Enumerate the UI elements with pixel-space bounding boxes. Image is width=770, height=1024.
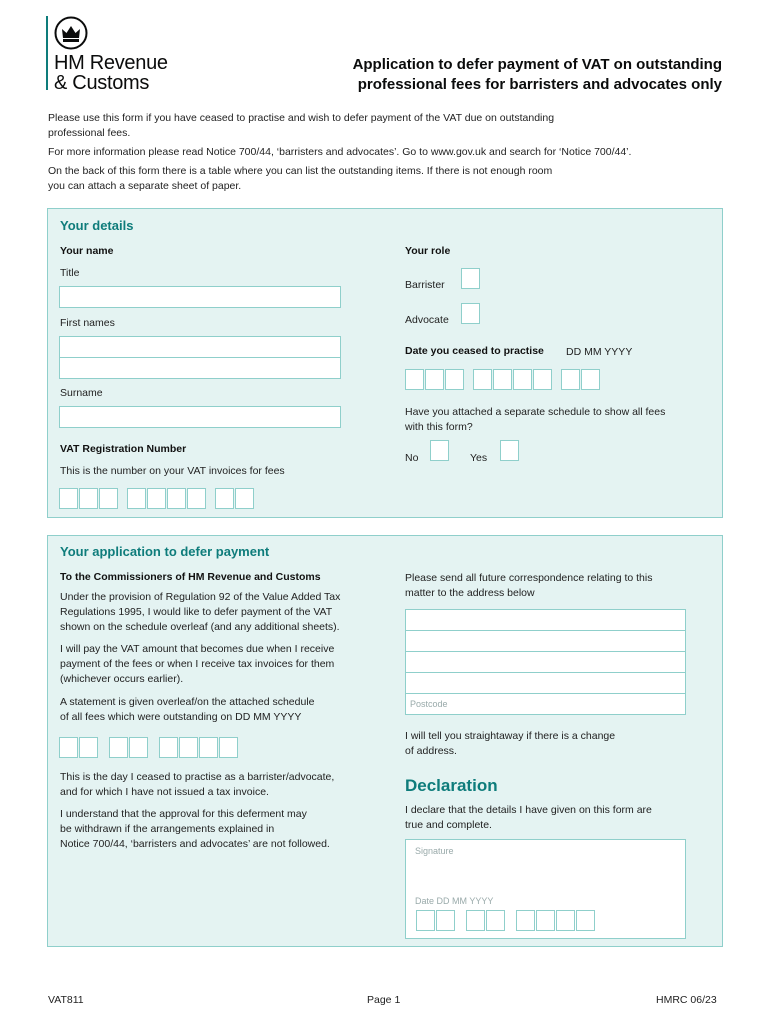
date-digit-box[interactable]	[493, 369, 512, 390]
address-line-4-input[interactable]	[405, 672, 686, 694]
address-line-2-input[interactable]	[405, 630, 686, 652]
commissioners-line: To the Commissioners of HM Revenue and Customs	[60, 571, 321, 583]
vat-digit-box[interactable]	[99, 488, 118, 509]
date-digit-box[interactable]	[436, 910, 455, 931]
barrister-checkbox[interactable]	[461, 268, 480, 289]
app-p2-line3: (whichever occurs earlier).	[60, 673, 184, 685]
signature-placeholder: Signature	[415, 846, 454, 856]
first-names-input-2[interactable]	[59, 357, 341, 379]
vat-digit-box[interactable]	[147, 488, 166, 509]
brand-bar	[46, 16, 48, 90]
date-digit-box[interactable]	[129, 737, 148, 758]
schedule-question-line1: Have you attached a separate schedule to show all fees	[405, 406, 666, 418]
your-role-heading: Your role	[405, 245, 451, 257]
date-digit-box[interactable]	[425, 369, 444, 390]
date-digit-box[interactable]	[561, 369, 580, 390]
app-p2-line1: I will pay the VAT amount that becomes due when I receive	[60, 643, 335, 655]
declaration-heading: Declaration	[405, 776, 498, 795]
crest-icon	[54, 16, 88, 50]
date-digit-box[interactable]	[79, 737, 98, 758]
app-p5-line3: Notice 700/44, ‘barristers and advocates’ are not followed.	[60, 838, 330, 850]
date-digit-box[interactable]	[159, 737, 178, 758]
date-digit-box[interactable]	[533, 369, 552, 390]
address-line-1-input[interactable]	[405, 609, 686, 631]
sign-date-placeholder: Date DD MM YYYY	[415, 896, 494, 906]
date-digit-box[interactable]	[556, 910, 575, 931]
first-names-input-1[interactable]	[59, 336, 341, 358]
schedule-no-label: No	[405, 452, 419, 464]
page-number: Page 1	[367, 994, 401, 1006]
form-code: VAT811	[48, 994, 84, 1006]
app-p1-line2: Regulations 1995, I would like to defer payment of the VAT	[60, 606, 333, 618]
vat-digit-box[interactable]	[187, 488, 206, 509]
form-title-line2: professional fees for barristers and advocates only	[357, 76, 722, 93]
date-digit-box[interactable]	[416, 910, 435, 931]
surname-input[interactable]	[59, 406, 341, 428]
intro-p3-line2: you can attach a separate sheet of paper.	[48, 180, 242, 192]
first-names-label: First names	[60, 317, 115, 329]
date-digit-box[interactable]	[513, 369, 532, 390]
title-input[interactable]	[59, 286, 341, 308]
vat-digit-box[interactable]	[215, 488, 234, 509]
app-p4-line1: This is the day I ceased to practise as a barrister/advocate,	[60, 771, 335, 783]
vat-digit-box[interactable]	[127, 488, 146, 509]
postcode-placeholder: Postcode	[410, 699, 448, 709]
date-digit-box[interactable]	[179, 737, 198, 758]
advocate-label: Advocate	[405, 314, 449, 326]
app-p1-line1: Under the provision of Regulation 92 of the Value Added Tax	[60, 591, 341, 603]
app-p5-line2: be withdrawn if the arrangements explained in	[60, 823, 275, 835]
date-ceased-hint: DD MM YYYY	[566, 346, 633, 358]
app-p3-line1: A statement is given overleaf/on the attached schedule	[60, 696, 315, 708]
advocate-checkbox[interactable]	[461, 303, 480, 324]
date-digit-box[interactable]	[466, 910, 485, 931]
form-title-line1: Application to defer payment of VAT on outstanding	[352, 56, 722, 73]
intro-p2: For more information please read Notice 700/44, ‘barristers and advocates’. Go to www.gov.uk and search for ‘Notice 700/44’.	[48, 146, 632, 158]
date-digit-box[interactable]	[199, 737, 218, 758]
correspondence-line2: matter to the address below	[405, 587, 535, 599]
schedule-yes-checkbox[interactable]	[500, 440, 519, 461]
date-ceased-label: Date you ceased to practise	[405, 345, 544, 357]
date-digit-box[interactable]	[486, 910, 505, 931]
barrister-label: Barrister	[405, 279, 445, 291]
date-digit-box[interactable]	[219, 737, 238, 758]
org-name-line2: & Customs	[54, 72, 150, 94]
form-version: HMRC 06/23	[656, 994, 717, 1006]
your-name-heading: Your name	[60, 245, 114, 257]
vat-digit-box[interactable]	[59, 488, 78, 509]
change-address-line1: I will tell you straightaway if there is a change	[405, 730, 616, 742]
app-p4-line2: and for which I have not issued a tax invoice.	[60, 786, 269, 798]
app-p5-line1: I understand that the approval for this deferment may	[60, 808, 307, 820]
address-line-3-input[interactable]	[405, 651, 686, 673]
date-digit-box[interactable]	[473, 369, 492, 390]
date-digit-box[interactable]	[576, 910, 595, 931]
postcode-input[interactable]	[405, 693, 686, 715]
vat-number-hint: This is the number on your VAT invoices for fees	[60, 465, 285, 477]
date-digit-box[interactable]	[536, 910, 555, 931]
vat-digit-box[interactable]	[79, 488, 98, 509]
intro-p1-line1: Please use this form if you have ceased to practise and wish to defer payment of the VAT due on outstanding	[48, 112, 555, 124]
app-p1-line3: shown on the schedule overleaf (and any additional sheets).	[60, 621, 340, 633]
intro-p3-line1: On the back of this form there is a table where you can list the outstanding items. If there is not enough room	[48, 165, 553, 177]
date-digit-box[interactable]	[581, 369, 600, 390]
date-digit-box[interactable]	[516, 910, 535, 931]
org-name-line1: HM Revenue	[54, 52, 168, 74]
signature-box[interactable]	[405, 839, 686, 939]
declaration-line1: I declare that the details I have given on this form are	[405, 804, 652, 816]
schedule-yes-label: Yes	[470, 452, 488, 464]
vat-digit-box[interactable]	[235, 488, 254, 509]
date-digit-box[interactable]	[59, 737, 78, 758]
surname-label: Surname	[60, 387, 103, 399]
date-digit-box[interactable]	[445, 369, 464, 390]
title-label: Title	[60, 267, 80, 279]
declaration-line2: true and complete.	[405, 819, 492, 831]
app-p3-line2: of all fees which were outstanding on DD MM YYYY	[60, 711, 302, 723]
date-digit-box[interactable]	[405, 369, 424, 390]
app-p2-line2: payment of the fees or when I receive tax invoices for them	[60, 658, 335, 670]
your-details-heading: Your details	[60, 218, 134, 233]
schedule-question-line2: with this form?	[405, 421, 473, 433]
date-digit-box[interactable]	[109, 737, 128, 758]
change-address-line2: of address.	[405, 745, 457, 757]
vat-number-heading: VAT Registration Number	[60, 443, 187, 455]
application-heading: Your application to defer payment	[60, 544, 270, 559]
schedule-no-checkbox[interactable]	[430, 440, 449, 461]
intro-p1-line2: professional fees.	[48, 127, 131, 139]
vat-digit-box[interactable]	[167, 488, 186, 509]
correspondence-line1: Please send all future correspondence relating to this	[405, 572, 653, 584]
